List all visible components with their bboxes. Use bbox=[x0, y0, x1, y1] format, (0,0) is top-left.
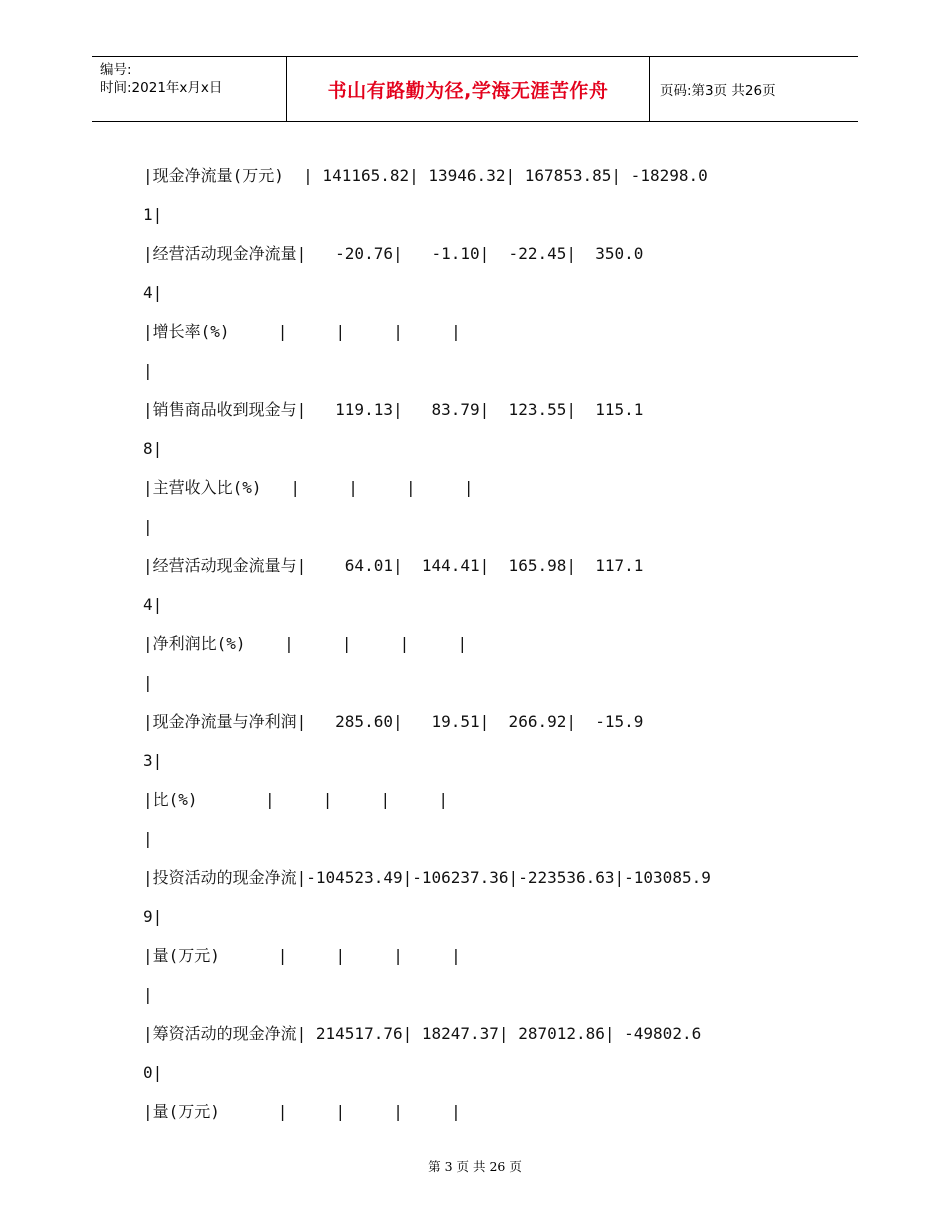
text-line: |主营收入比(%) | | | | bbox=[143, 478, 474, 497]
text-line: |增长率(%) | | | | bbox=[143, 322, 461, 341]
text-line: |经营活动现金净流量| -20.76| -1.10| -22.45| 350.0 bbox=[143, 244, 644, 263]
header-page-info: 页码:第3页 共26页 bbox=[660, 83, 776, 99]
text-line: |筹资活动的现金净流| 214517.76| 18247.37| 287012.86| -49802.6 bbox=[143, 1024, 702, 1043]
document-body bbox=[143, 156, 711, 1131]
header-motto-cell bbox=[287, 57, 650, 121]
text-line: |比(%) | | | | bbox=[143, 790, 448, 809]
text-line: 9| bbox=[143, 907, 163, 926]
text-line: | bbox=[143, 985, 153, 1004]
text-line: |投资活动的现金净流|-104523.49|-106237.36|-223536.63|-103085.9 bbox=[143, 868, 711, 887]
text-line: |现金净流量(万元) | 141165.82| 13946.32| 167853.85| -18298.0 bbox=[143, 166, 708, 185]
text-line: |净利润比(%) | | | | bbox=[143, 634, 468, 653]
text-line: |经营活动现金流量与| 64.01| 144.41| 165.98| 117.1 bbox=[143, 556, 644, 575]
serial-label: 编号: bbox=[100, 62, 132, 78]
text-line: |销售商品收到现金与| 119.13| 83.79| 123.55| 115.1 bbox=[143, 400, 644, 419]
text-line: | bbox=[143, 361, 153, 380]
page-header bbox=[92, 56, 858, 122]
text-line: |量(万元) | | | | bbox=[143, 946, 461, 965]
header-page-info-cell bbox=[650, 57, 858, 121]
text-line: 3| bbox=[143, 751, 163, 770]
header-motto: 书山有路勤为径,学海无涯苦作舟 bbox=[327, 79, 609, 102]
text-line: | bbox=[143, 673, 153, 692]
text-line: 0| bbox=[143, 1063, 163, 1082]
text-line: 8| bbox=[143, 439, 163, 458]
text-line: |量(万元) | | | | bbox=[143, 1102, 461, 1121]
page-footer: 第 3 页 共 26 页 bbox=[428, 1159, 522, 1174]
header-meta bbox=[92, 57, 287, 121]
text-line: | bbox=[143, 829, 153, 848]
text-line: 4| bbox=[143, 595, 163, 614]
text-line: 1| bbox=[143, 205, 163, 224]
text-line: 4| bbox=[143, 283, 163, 302]
text-line: | bbox=[143, 517, 153, 536]
text-line: |现金净流量与净利润| 285.60| 19.51| 266.92| -15.9 bbox=[143, 712, 644, 731]
time-label: 时间:2021年x月x日 bbox=[100, 80, 223, 96]
